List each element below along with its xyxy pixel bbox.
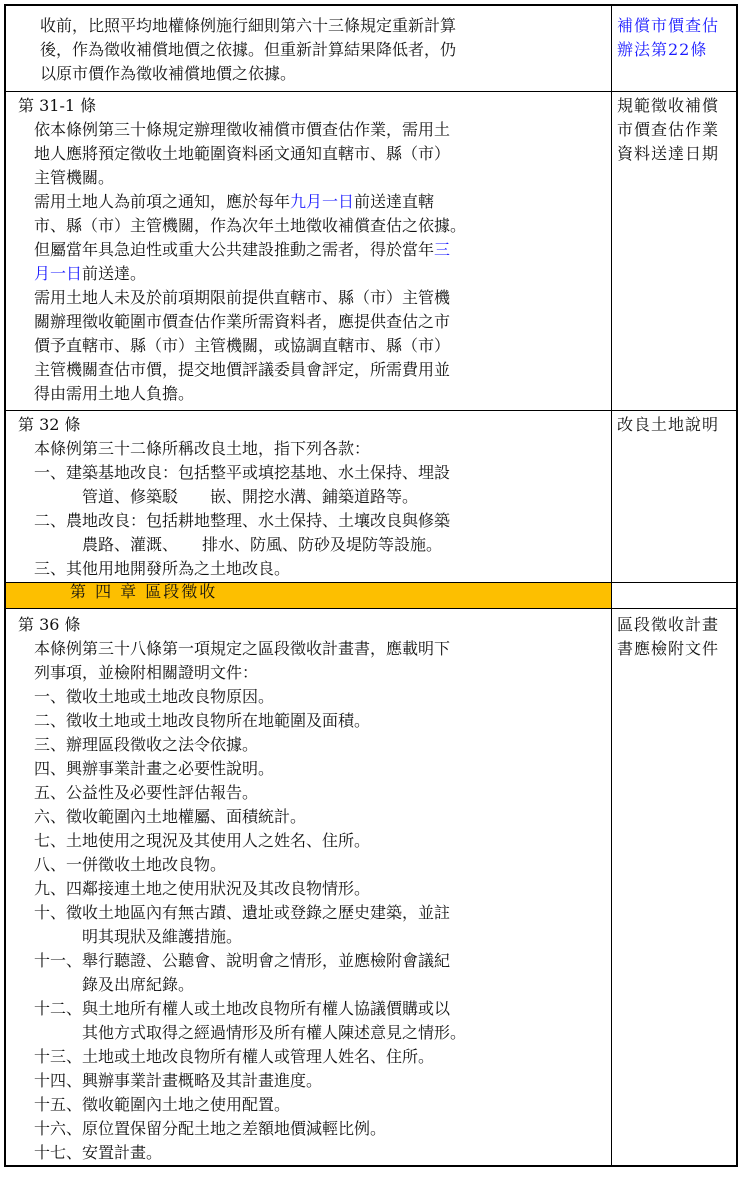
article-heading: 第 31-1 條	[18, 96, 97, 115]
highlight-date: 月一日	[34, 264, 83, 283]
article-line: 其他方式取得之經過情形及所有權人陳述意見之情形。	[82, 1023, 467, 1042]
chapter-title: 第 四 章 區段徵收	[70, 582, 218, 601]
article-line: 十六、原位置保留分配土地之差額地價減輕比例。	[34, 1119, 387, 1138]
article-line: 管道、修築駁 嵌、開挖水溝、鋪築道路等。	[82, 487, 419, 506]
article-line: 後，作為徵收補償地價之依據。但重新計算結果降低者，仍	[40, 40, 457, 59]
article-line: 得由需用土地人負擔。	[34, 384, 195, 403]
article-line: 需用土地人未及於前項期限前提供直轄市、縣（市）主管機	[34, 288, 451, 307]
article-line: 六、徵收範圍內土地權屬、面積統計。	[34, 807, 307, 826]
article-line: 九、四鄰接連土地之使用狀況及其改良物情形。	[34, 879, 371, 898]
article-heading: 第 32 條	[18, 415, 81, 434]
article-line: 十二、與土地所有權人或土地改良物所有權人協議價購或以	[34, 999, 451, 1018]
article-line: 十一、舉行聽證、公聽會、說明會之情形，並應檢附會議紀	[34, 951, 451, 970]
side-note: 補償市價查估辦法第22條	[617, 16, 720, 59]
row-divider	[6, 608, 736, 609]
article-line: 十七、安置計畫。	[34, 1143, 163, 1162]
article-line: 列事項，並檢附相關證明文件：	[34, 663, 259, 682]
row-divider	[6, 91, 736, 92]
article-line: 依本條例第三十條規定辦理徵收補償市價查估作業，需用土	[34, 120, 451, 139]
article-line: 二、農地改良：包括耕地整理、水土保持、土壤改良與修築	[34, 511, 451, 530]
article-line: 需用土地人為前項之通知，應於每年九月一日前送達直轄	[34, 192, 435, 211]
article-line: 十四、興辦事業計畫概略及其計畫進度。	[34, 1071, 323, 1090]
article-line: 錄及出席紀錄。	[82, 975, 195, 994]
article-line: 收前，比照平均地權條例施行細則第六十三條規定重新計算	[40, 16, 457, 35]
highlight-date: 三	[434, 240, 451, 259]
article-line: 八、一併徵收土地改良物。	[34, 855, 227, 874]
article-line: 主管機關查估市價，提交地價評議委員會評定，所需費用並	[34, 360, 451, 379]
article-line: 本條例第三十八條第一項規定之區段徵收計畫書，應載明下	[34, 639, 451, 658]
article-line: 二、徵收土地或土地改良物所在地範圍及面積。	[34, 711, 371, 730]
article-line: 地人應將預定徵收土地範圍資料函文通知直轄市、縣（市）	[34, 144, 451, 163]
article-line: 關辦理徵收範圍市價查估作業所需資料者，應提供查估之市	[34, 312, 451, 331]
article-line: 三、其他用地開發所為之土地改良。	[34, 559, 291, 578]
side-note: 區段徵收計畫書應檢附文件	[617, 615, 720, 658]
article-line: 以原市價作為徵收補償地價之依據。	[40, 64, 297, 83]
article-line: 市、縣（市）主管機關，作為次年土地徵收補償查估之依據。	[34, 216, 467, 235]
article-line: 一、徵收土地或土地改良物原因。	[34, 687, 275, 706]
side-note: 規範徵收補償市價查估作業資料送達日期	[617, 96, 720, 163]
article-line: 十、徵收土地區內有無古蹟、遺址或登錄之歷史建築，並註	[34, 903, 451, 922]
article-line: 一、建築基地改良：包括整平或填挖基地、水土保持、埋設	[34, 463, 451, 482]
article-line: 五、公益性及必要性評估報告。	[34, 783, 259, 802]
article-line: 但屬當年具急迫性或重大公共建設推動之需者，得於當年三	[34, 240, 451, 259]
article-line: 十五、徵收範圍內土地之使用配置。	[34, 1095, 291, 1114]
column-divider	[611, 6, 612, 1165]
article-line: 四、興辦事業計畫之必要性說明。	[34, 759, 275, 778]
highlight-date: 九月一日	[290, 192, 355, 211]
article-heading: 第 36 條	[18, 615, 81, 634]
article-line: 本條例第三十二條所稱改良土地，指下列各款：	[34, 439, 371, 458]
article-line: 月一日前送達。	[34, 264, 147, 283]
article-line: 七、土地使用之現況及其使用人之姓名、住所。	[34, 831, 371, 850]
row-divider	[6, 410, 736, 411]
article-line: 主管機關。	[34, 168, 115, 187]
article-line: 農路、灌溉、 排水、防風、防砂及堤防等設施。	[82, 535, 443, 554]
side-note: 改良土地說明	[617, 415, 720, 434]
article-line: 價予直轄市、縣（市）主管機關，或協調直轄市、縣（市）	[34, 336, 451, 355]
article-line: 三、辦理區段徵收之法令依據。	[34, 735, 259, 754]
article-line: 明其現狀及維護措施。	[82, 927, 243, 946]
article-line: 十三、土地或土地改良物所有權人或管理人姓名、住所。	[34, 1047, 435, 1066]
